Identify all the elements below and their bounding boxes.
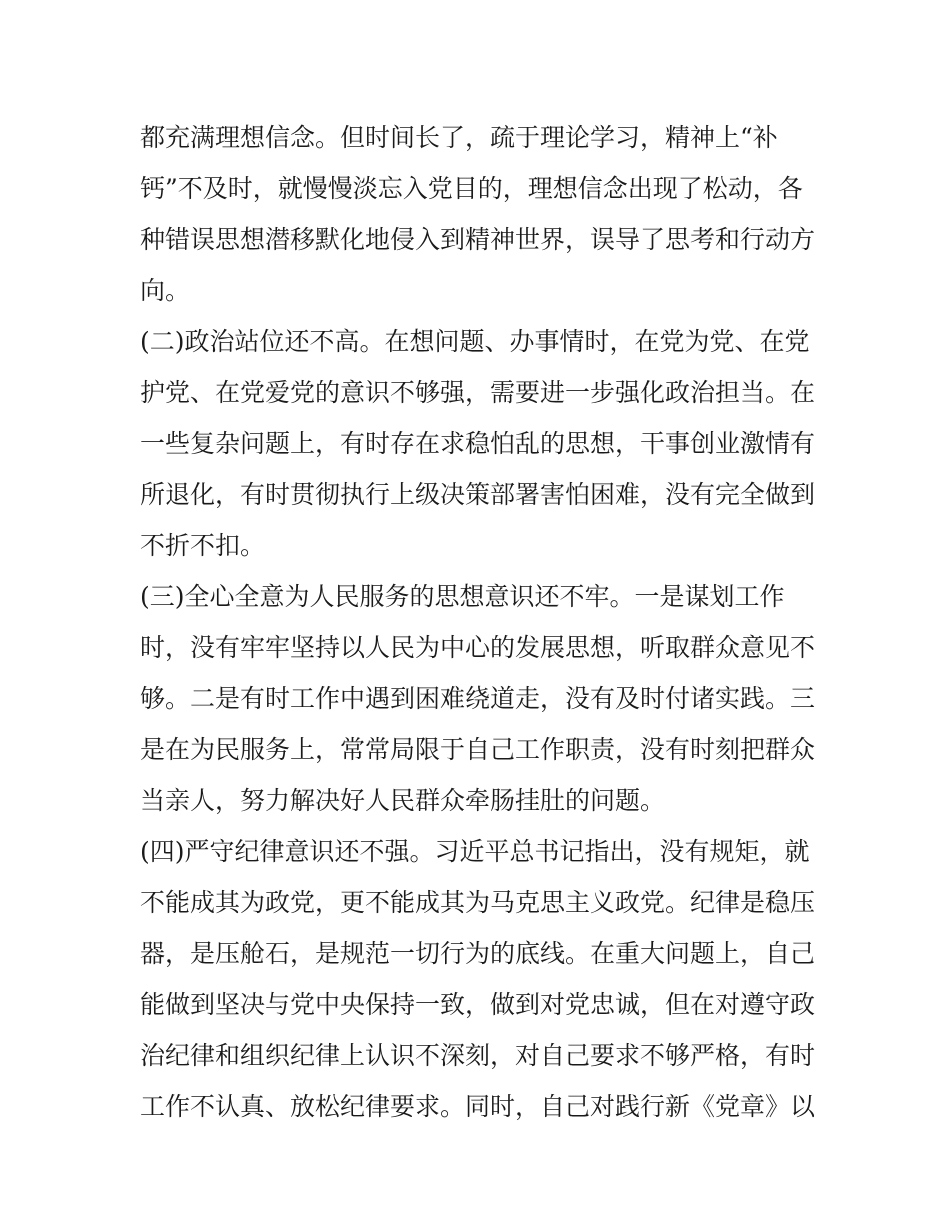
text-line: 护党、在党爱党的意识不够强，需要进一步强化政治担当。在 <box>140 378 816 407</box>
text-line: 不折不扣。 <box>140 531 266 560</box>
text-line: 能做到坚决与党中央保持一致，做到对党忠诚，但在对遵守政 <box>140 990 816 1019</box>
text-line: 所退化，有时贯彻执行上级决策部署害怕困难，没有完全做到 <box>140 480 816 509</box>
text-line: 时，没有牢牢坚持以人民为中心的发展思想，听取群众意见不 <box>140 633 816 662</box>
text-line: 器，是压舱石，是规范一切行为的底线。在重大问题上，自己 <box>140 939 816 968</box>
text-line: 够。二是有时工作中遇到困难绕道走，没有及时付诸实践。三 <box>140 684 816 713</box>
text-line: 都充满理想信念。但时间长了，疏于理论学习，精神上“补 <box>140 123 778 152</box>
text-line: 工作不认真、放松纪律要求。同时，自己对践行新《党章》以 <box>140 1092 816 1121</box>
section-heading-line: (二)政治站位还不高。在想问题、办事情时，在党为党、在党 <box>140 327 810 356</box>
text-line: 治纪律和组织纪律上认识不深刻，对自己要求不够严格，有时 <box>140 1041 816 1070</box>
text-line: 一些复杂问题上，有时存在求稳怕乱的思想，干事创业激情有 <box>140 429 816 458</box>
text-line: 不能成其为政党，更不能成其为马克思主义政党。纪律是稳压 <box>140 888 816 917</box>
text-line: 钙”不及时，就慢慢淡忘入党目的，理想信念出现了松动，各 <box>140 174 803 203</box>
document-body <box>140 112 820 1132</box>
text-line: 是在为民服务上，常常局限于自己工作职责，没有时刻把群众 <box>140 735 816 764</box>
section-heading-line: (三)全心全意为人民服务的思想意识还不牢。一是谋划工作 <box>140 582 785 611</box>
text-line: 当亲人，努力解决好人民群众牵肠挂肚的问题。 <box>140 786 666 815</box>
section-heading-line: (四)严守纪律意识还不强。习近平总书记指出，没有规矩，就 <box>140 837 810 866</box>
text-line: 种错误思想潜移默化地侵入到精神世界，误导了思考和行动方 <box>140 225 816 254</box>
text-line: 向。 <box>140 276 191 305</box>
